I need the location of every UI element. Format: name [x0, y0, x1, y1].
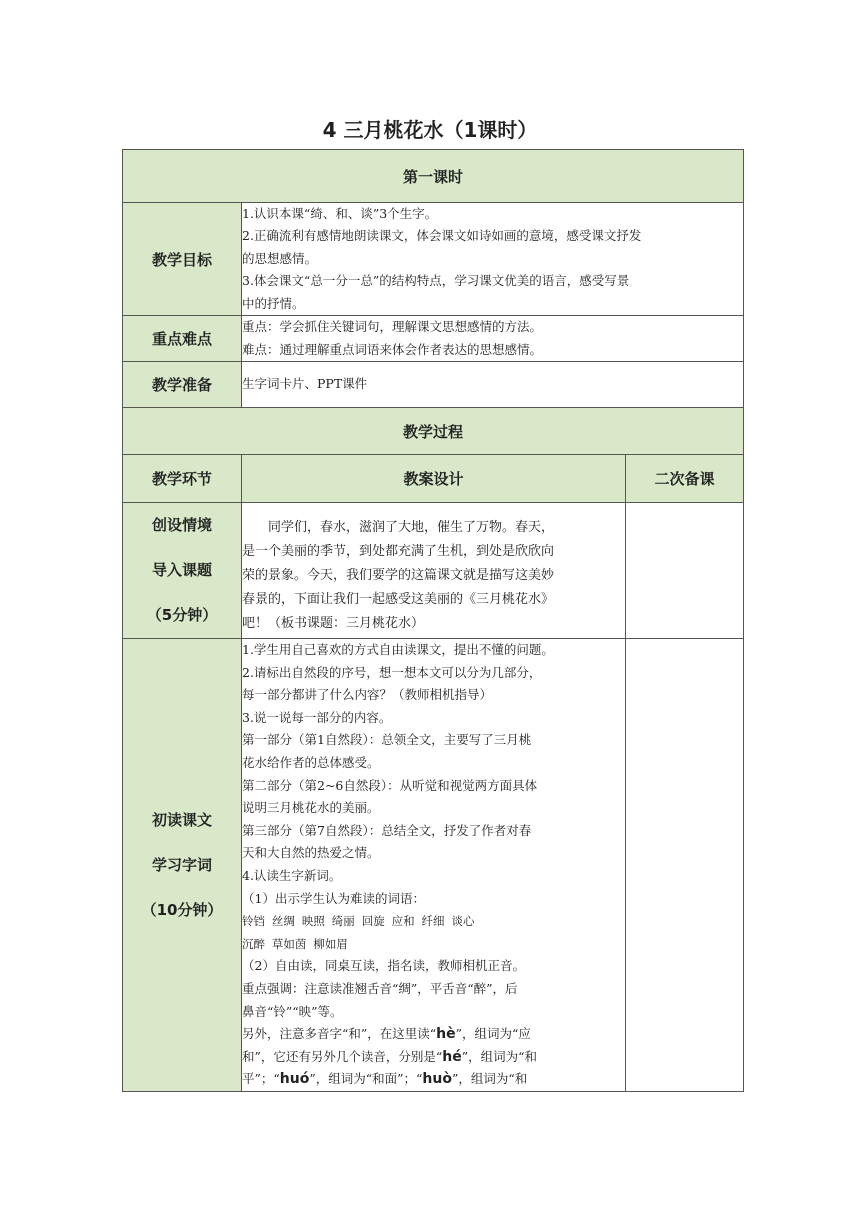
- session-header-row: [123, 150, 744, 203]
- stage1-revision-cell: [626, 503, 744, 639]
- stage2-line: 1.学生用自己喜欢的方式自由读课文，提出不懂的问题。: [242, 642, 554, 658]
- poly-text: 和”，它还有另外几个读音，分别是“: [242, 1048, 443, 1064]
- stage1-line: 是一个美丽的季节，到处都充满了生机，到处是欣欣向: [242, 543, 555, 559]
- session-header: 第一课时: [123, 150, 744, 203]
- difficulty-line: 难点：通过理解重点词语来体会作者表达的思想感情。: [242, 341, 543, 357]
- col-design-header: 教案设计: [242, 455, 626, 503]
- stage2-label: [123, 639, 242, 1092]
- poly-text: ”，组词为“和: [451, 1071, 528, 1087]
- goals-label: 教学目标: [123, 203, 242, 316]
- goals-content: [242, 203, 744, 316]
- stage1-content: [242, 503, 626, 639]
- stage2-line: 第二部分（第2~6自然段）：从听觉和视觉两方面具体: [242, 777, 538, 793]
- vocab-line: 铃铛 丝绸 映照 绮丽 回旋 应和 纤细 谈心: [242, 914, 475, 929]
- stage1-line: 春景的，下面让我们一起感受这美丽的《三月桃花水》: [242, 591, 555, 607]
- poly-text: ”，组词为“应: [455, 1026, 531, 1042]
- poly-text: ”，组词为“和面”；“: [309, 1071, 423, 1087]
- poly-text: 另外，注意多音字“和”，在这里读“: [242, 1026, 437, 1042]
- col-stage-header: 教学环节: [123, 455, 242, 503]
- pinyin-huo2: huó: [279, 1071, 310, 1088]
- stage2-line: 说明三月桃花水的美丽。: [242, 800, 380, 816]
- stage2-line: 3.说一说每一部分的内容。: [242, 709, 392, 725]
- stage2-label-line: （10分钟）: [141, 900, 223, 919]
- stage2-line: 每一部分都讲了什么内容？（教师相机指导）: [242, 687, 493, 703]
- stage1-label-line: 创设情境: [151, 516, 212, 535]
- stage1-line: 荣的景象。今天，我们要学的这篇课文就是描写这美妙: [242, 567, 555, 583]
- col-revision-header: 二次备课: [626, 455, 744, 503]
- column-header-row: [123, 455, 744, 503]
- prep-row: [123, 362, 744, 408]
- stage2-line: 2.请标出自然段的序号，想一想本文可以分为几部分，: [242, 664, 542, 680]
- goals-line: 中的抒情。: [242, 295, 305, 311]
- stage1-label-line: 导入课题: [151, 561, 212, 580]
- vocab-line: 沉醉 草如茵 柳如眉: [242, 936, 348, 951]
- stage2-label-line: 初读课文: [151, 810, 212, 829]
- process-heading: 教学过程: [123, 408, 744, 455]
- stage1-label-line: （5分钟）: [146, 606, 218, 625]
- pinyin-he4: hè: [436, 1026, 456, 1043]
- stage2-line: 4.认读生字新词。: [242, 868, 342, 884]
- goals-line: 的思想感情。: [242, 250, 318, 266]
- poly-text: 平”；“: [242, 1071, 280, 1087]
- prep-content: 生字词卡片、PPT课件: [242, 362, 744, 408]
- polyphone-line: [242, 1068, 625, 1091]
- stage1-label: [123, 503, 242, 639]
- stage1-line: 吧！（板书课题：三月桃花水）: [242, 615, 425, 631]
- pinyin-he2: hé: [442, 1048, 462, 1065]
- poly-text: ”，组词为“和: [461, 1048, 538, 1064]
- polyphone-line: [242, 1046, 625, 1069]
- stage2-line: （1）出示学生认为难读的词语：: [242, 890, 425, 906]
- goals-row: [123, 203, 744, 316]
- polyphone-line: [242, 1023, 625, 1046]
- goals-line: 1.认识本课“绮、和、谈”3个生字。: [242, 206, 438, 221]
- pinyin-huo4: huò: [422, 1071, 452, 1088]
- goals-line: 3.体会课文“总一分一总”的结构特点，学习课文优美的语言，感受写景: [242, 273, 630, 289]
- stage2-row: [123, 639, 744, 1092]
- stage2-label-line: 学习字词: [151, 855, 212, 874]
- key-points-content: [242, 316, 744, 362]
- key-points-row: [123, 316, 744, 362]
- stage2-line: 第一部分（第1自然段）：总领全文，主要写了三月桃: [242, 732, 532, 748]
- stage2-line: 鼻音“铃”“映”等。: [242, 1003, 343, 1019]
- stage2-revision-cell: [626, 639, 744, 1092]
- stage2-line: 第三部分（第7自然段）：总结全文，抒发了作者对春: [242, 822, 532, 838]
- lesson-plan-table: [122, 149, 744, 1092]
- key-points-label: 重点难点: [123, 316, 242, 362]
- stage2-line: 重点强调：注意读准翘舌音“绸”，平舌音“醉”，后: [242, 981, 518, 996]
- stage1-row: [123, 503, 744, 639]
- key-point-line: 重点：学会抓住关键词句，理解课文思想感情的方法。: [242, 319, 543, 335]
- stage2-line: 花水给作者的总体感受。: [242, 755, 380, 771]
- goals-line: 2.正确流利有感情地朗读课文，体会课文如诗如画的意境，感受课文抒发: [242, 228, 642, 244]
- prep-label: 教学准备: [123, 362, 242, 408]
- process-header-row: [123, 408, 744, 455]
- stage2-line: （2）自由读，同桌互读，指名读，教师相机正音。: [242, 958, 525, 974]
- stage2-content: [242, 639, 626, 1092]
- stage2-line: 天和大自然的热爱之情。: [242, 845, 380, 861]
- stage1-line: 同学们，春水，滋润了大地，催生了万物。春天，: [268, 519, 555, 535]
- page-title: 4 三月桃花水（1课时）: [322, 118, 538, 142]
